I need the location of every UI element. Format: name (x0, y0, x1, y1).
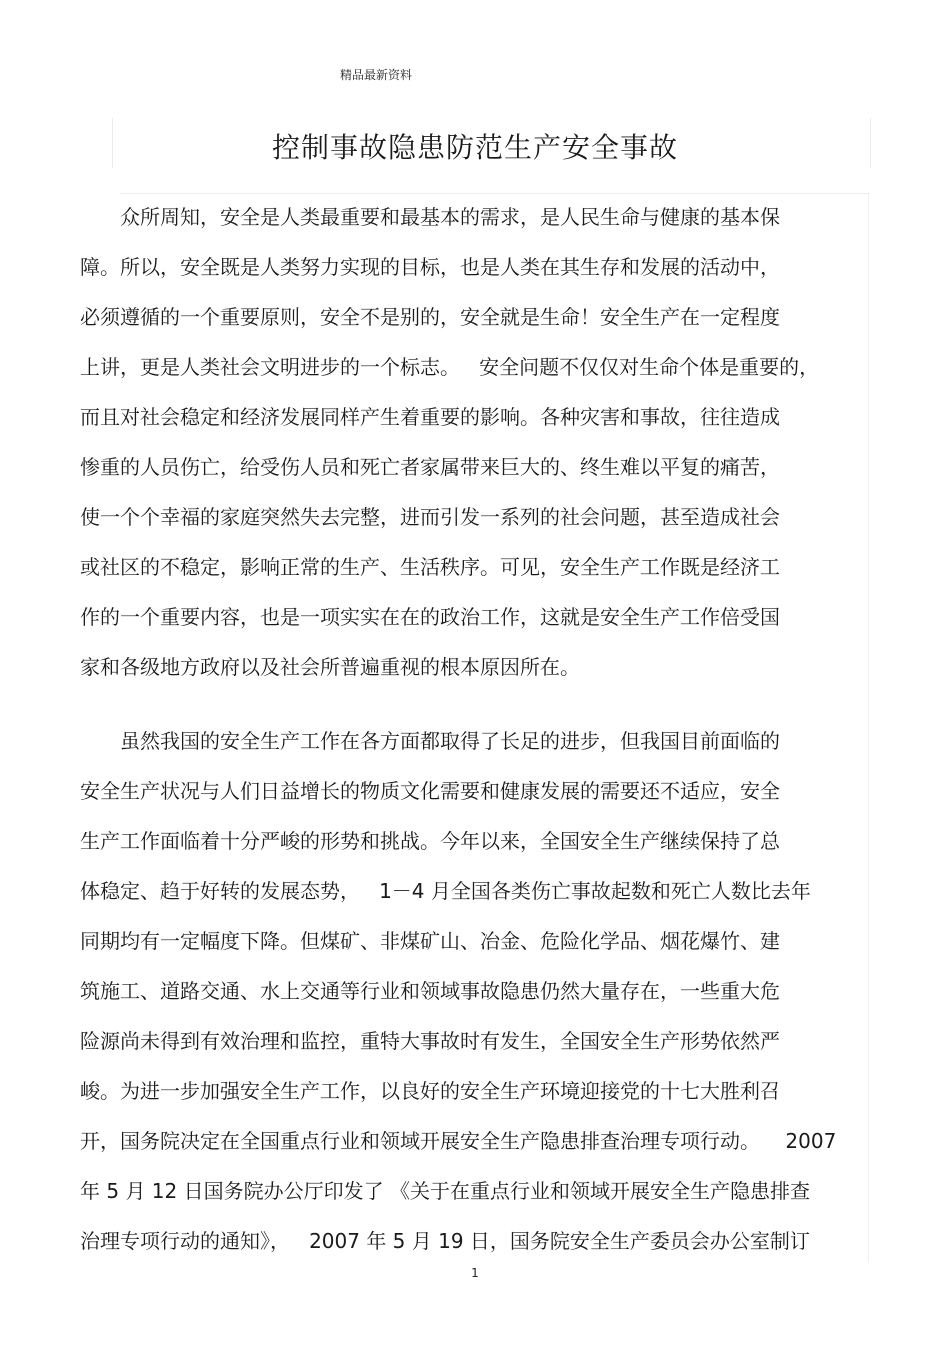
document-title: 控制事故隐患防范生产安全事故 (271, 131, 678, 164)
text-line: 安全生产状况与人们日益增长的物质文化需要和健康发展的需要还不适应，安全 (80, 779, 780, 803)
text-line: 障。所以，安全既是人类努力实现的目标，也是人类在其生存和发展的活动中， (80, 255, 780, 279)
text-line: 上讲，更是人类社会文明进步的一个标志。 安全问题不仅仅对生命个体是重要的， (80, 355, 820, 379)
text-line: 家和各级地方政府以及社会所普遍重视的根本原因所在。 (80, 655, 580, 679)
text-line: 而且对社会稳定和经济发展同样产生着重要的影响。各种灾害和事故，往往造成 (80, 405, 780, 429)
page-number: 1 (471, 1266, 479, 1280)
text-line: 同期均有一定幅度下降。但煤矿、非煤矿山、冶金、危险化学品、烟花爆竹、建 (80, 929, 780, 953)
text-line: 筑施工、道路交通、水上交通等行业和领域事故隐患仍然大量存在，一些重大危 (80, 979, 780, 1003)
text-line: 作的一个重要内容，也是一项实实在在的政治工作，这就是安全生产工作倍受国 (80, 605, 780, 629)
text-line: 或社区的不稳定，影响正常的生产、生活秩序。可见，安全生产工作既是经济工 (80, 555, 780, 579)
text-line: 开，国务院决定在全国重点行业和领域开展安全生产隐患排查治理专项行动。 2007 (80, 1129, 837, 1153)
text-line: 年 5 月 12 日国务院办公厅印发了 《关于在重点行业和领域开展安全生产隐患排查 (80, 1179, 810, 1203)
vertical-rule (868, 193, 869, 1263)
horizontal-rule (120, 193, 870, 194)
text-line: 惨重的人员伤亡，给受伤人员和死亡者家属带来巨大的、终生难以平复的痛苦， (80, 455, 780, 479)
text-line: 治理专项行动的通知》， 2007 年 5 月 19 日，国务院安全生产委员会办公室制订 (80, 1229, 810, 1253)
text-line: 虽然我国的安全生产工作在各方面都取得了长足的进步，但我国目前面临的 (120, 729, 780, 753)
text-line: 必须遵循的一个重要原则，安全不是别的，安全就是生命！安全生产在一定程度 (80, 305, 780, 329)
text-line: 峻。为进一步加强安全生产工作，以良好的安全生产环境迎接党的十七大胜利召 (80, 1079, 780, 1103)
text-line: 险源尚未得到有效治理和监控，重特大事故时有发生，全国安全生产形势依然严 (80, 1029, 780, 1053)
text-line: 使一个个幸福的家庭突然失去完整，进而引发一系列的社会问题，甚至造成社会 (80, 505, 780, 529)
text-line: 众所周知，安全是人类最重要和最基本的需求，是人民生命与健康的基本保 (120, 205, 780, 229)
header-note: 精品最新资料 (340, 68, 413, 82)
text-line: 生产工作面临着十分严峻的形势和挑战。今年以来，全国安全生产继续保持了总 (80, 829, 780, 853)
text-line: 体稳定、趋于好转的发展态势， 1－4 月全国各类伤亡事故起数和死亡人数比去年 (80, 879, 811, 903)
